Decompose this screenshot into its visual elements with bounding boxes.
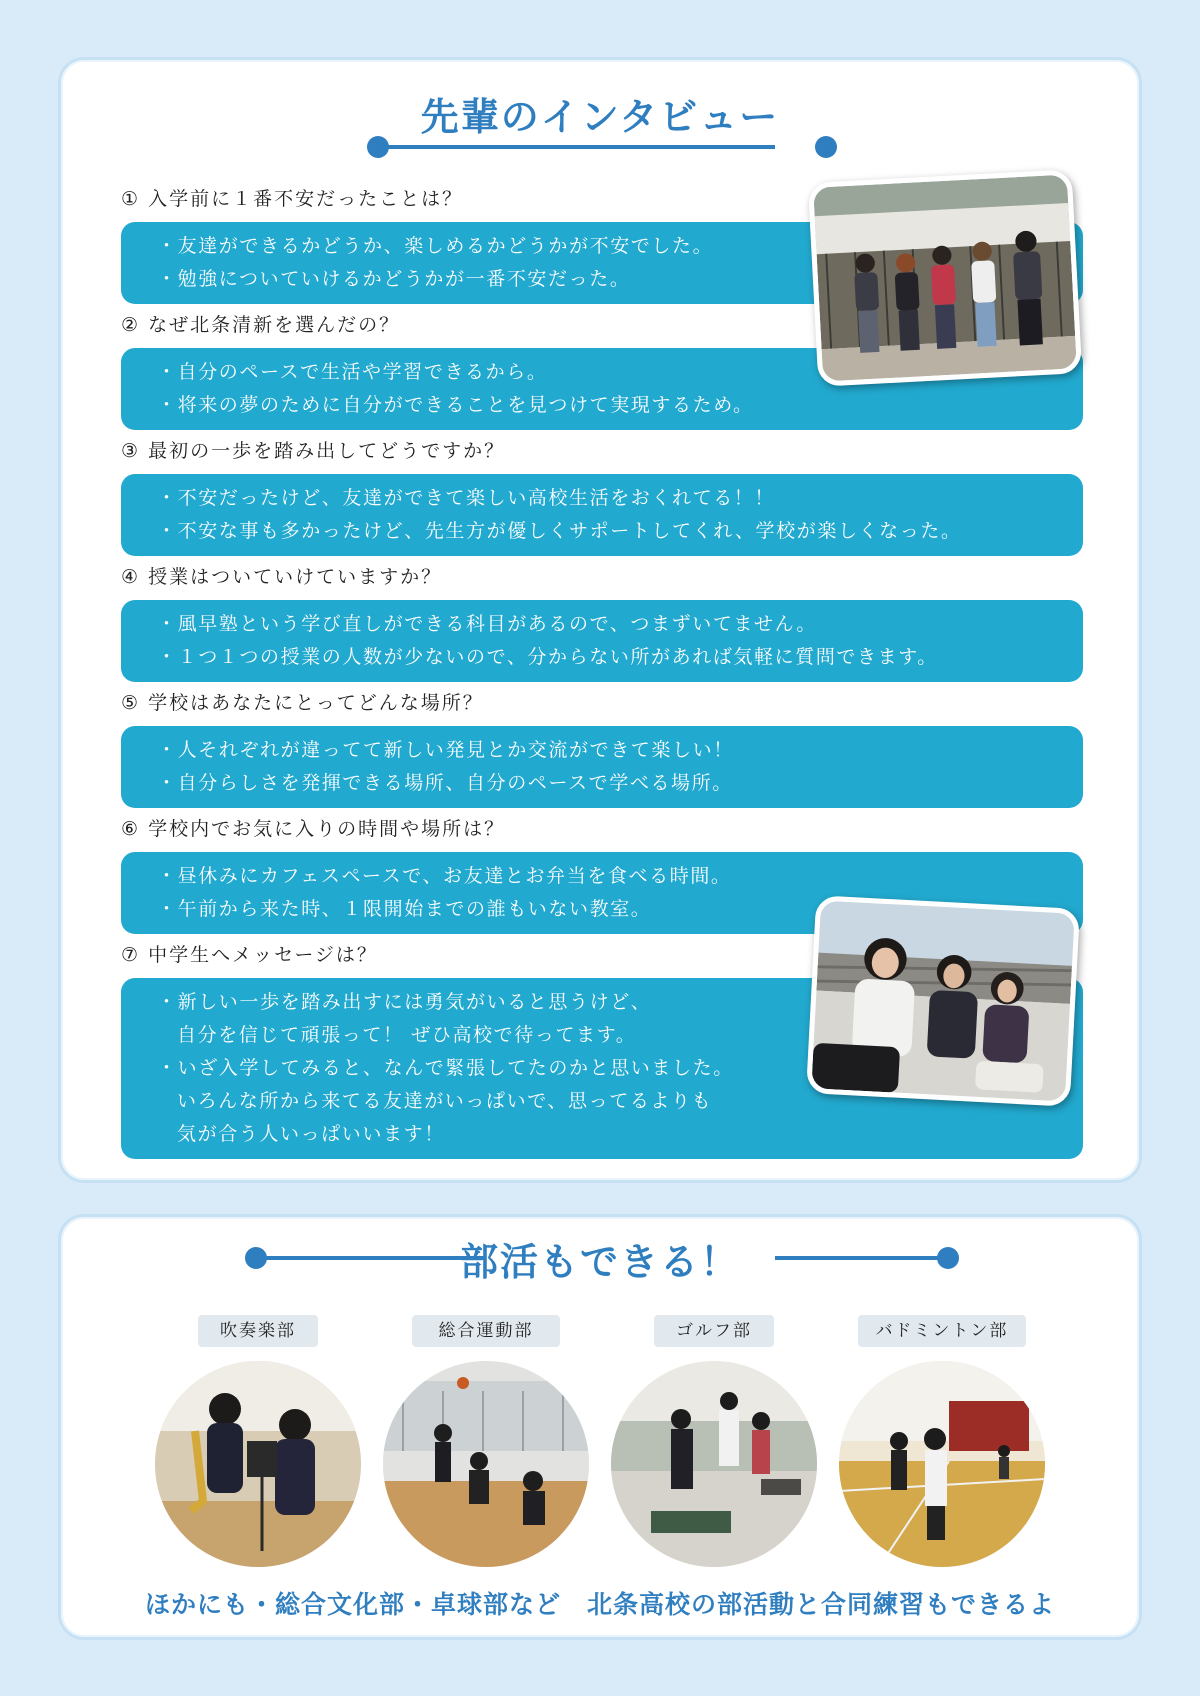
badminton-club-photo bbox=[839, 1361, 1045, 1567]
brass-band-photo-image bbox=[155, 1361, 361, 1567]
answer-line: ・１つ１つの授業の人数が少ないので、分からない所があれば気軽に質問できます。 bbox=[157, 646, 938, 668]
answer-box-5 bbox=[121, 726, 1083, 808]
club-title: 部活もできる！ bbox=[459, 1239, 740, 1284]
answer-line: ・勉強についていけるかどうかが一番不安だった。 bbox=[157, 268, 631, 290]
qa-item-3 bbox=[121, 438, 1083, 556]
club-title-line-right bbox=[775, 1256, 943, 1260]
students-group-photo-image bbox=[813, 174, 1077, 381]
club-title-dot-right bbox=[937, 1247, 959, 1269]
answer-line: いろんな所から来てる友達がいっぱいで、思ってるよりも bbox=[177, 1090, 713, 1112]
interview-title-row bbox=[61, 88, 1139, 138]
golf-club-photo-image bbox=[611, 1361, 817, 1567]
club-title-row bbox=[61, 1233, 1139, 1283]
answer-line: ・友達ができるかどうか、楽しめるかどうかが不安でした。 bbox=[157, 235, 714, 257]
qa-item-4 bbox=[121, 564, 1083, 682]
question-1: ① 入学前に１番不安だったことは？ bbox=[121, 188, 464, 210]
golf-club-photo bbox=[611, 1361, 817, 1567]
title-underline bbox=[379, 145, 775, 149]
qa-item-5 bbox=[121, 690, 1083, 808]
answer-line: ・自分のペースで生活や学習できるから。 bbox=[157, 361, 548, 383]
answer-line: ・新しい一歩を踏み出すには勇気がいると思うけど、 bbox=[157, 991, 652, 1013]
question-5: ⑤ 学校はあなたにとってどんな場所？ bbox=[121, 692, 484, 714]
interview-title: 先輩のインタビュー bbox=[420, 94, 780, 139]
students-group-photo bbox=[808, 169, 1082, 387]
club-label: 総合運動部 bbox=[412, 1315, 560, 1347]
sports-club-photo-image bbox=[383, 1361, 589, 1567]
club-label: ゴルフ部 bbox=[654, 1315, 774, 1347]
brass-band-photo bbox=[155, 1361, 361, 1567]
answer-box-3 bbox=[121, 474, 1083, 556]
answer-line: ・将来の夢のために自分ができることを見つけて実現するため。 bbox=[157, 394, 754, 416]
answer-line: 気が合う人いっぱいいます！ bbox=[177, 1123, 445, 1145]
question-4: ④ 授業はついていけていますか？ bbox=[121, 566, 443, 588]
badminton-club-photo-image bbox=[839, 1361, 1045, 1567]
club-item-badminton bbox=[837, 1315, 1047, 1567]
answer-line: ・人それぞれが違ってて新しい発見とか交流ができて楽しい！ bbox=[157, 739, 734, 761]
answer-line: ・自分らしさを発揮できる場所、自分のペースで学べる場所。 bbox=[157, 772, 733, 794]
answer-line: ・いざ入学してみると、なんで緊張してたのかと思いました。 bbox=[157, 1057, 734, 1079]
answer-line: ・不安だったけど、友達ができて楽しい高校生活をおくれてる！！ bbox=[157, 487, 776, 509]
answer-line: ・午前から来た時、１限開始までの誰もいない教室。 bbox=[157, 898, 652, 920]
club-footer-text: ほかにも・総合文化部・卓球部など 北条高校の部活動と合同練習もできるよ bbox=[144, 1590, 1055, 1619]
answer-box-4 bbox=[121, 600, 1083, 682]
answer-line: 自分を信じて頑張って！ ぜひ高校で待ってます。 bbox=[177, 1024, 637, 1046]
club-label: 吹奏楽部 bbox=[198, 1315, 318, 1347]
interview-card bbox=[58, 57, 1142, 1183]
answer-line: ・風早塾という学び直しができる科目があるので、つまずいてません。 bbox=[157, 613, 817, 635]
students-sitting-photo bbox=[806, 895, 1080, 1107]
question-7: ⑦ 中学生へメッセージは？ bbox=[121, 944, 378, 966]
title-dot-right bbox=[815, 136, 837, 158]
club-item-brass-band bbox=[153, 1315, 363, 1567]
club-label: バドミントン部 bbox=[858, 1315, 1026, 1347]
club-card bbox=[58, 1214, 1142, 1640]
answer-line: ・昼休みにカフェスペースで、お友達とお弁当を食べる時間。 bbox=[157, 865, 732, 887]
answer-line: ・不安な事も多かったけど、先生方が優しくサポートしてくれ、学校が楽しくなった。 bbox=[157, 520, 962, 542]
students-sitting-photo-image bbox=[811, 900, 1074, 1101]
sports-club-photo bbox=[383, 1361, 589, 1567]
question-6: ⑥ 学校内でお気に入りの時間や場所は？ bbox=[121, 818, 506, 840]
club-item-sports bbox=[381, 1315, 591, 1567]
question-2: ② なぜ北条清新を選んだの？ bbox=[121, 314, 401, 336]
question-3: ③ 最初の一歩を踏み出してどうですか？ bbox=[121, 440, 506, 462]
club-item-golf bbox=[609, 1315, 819, 1567]
